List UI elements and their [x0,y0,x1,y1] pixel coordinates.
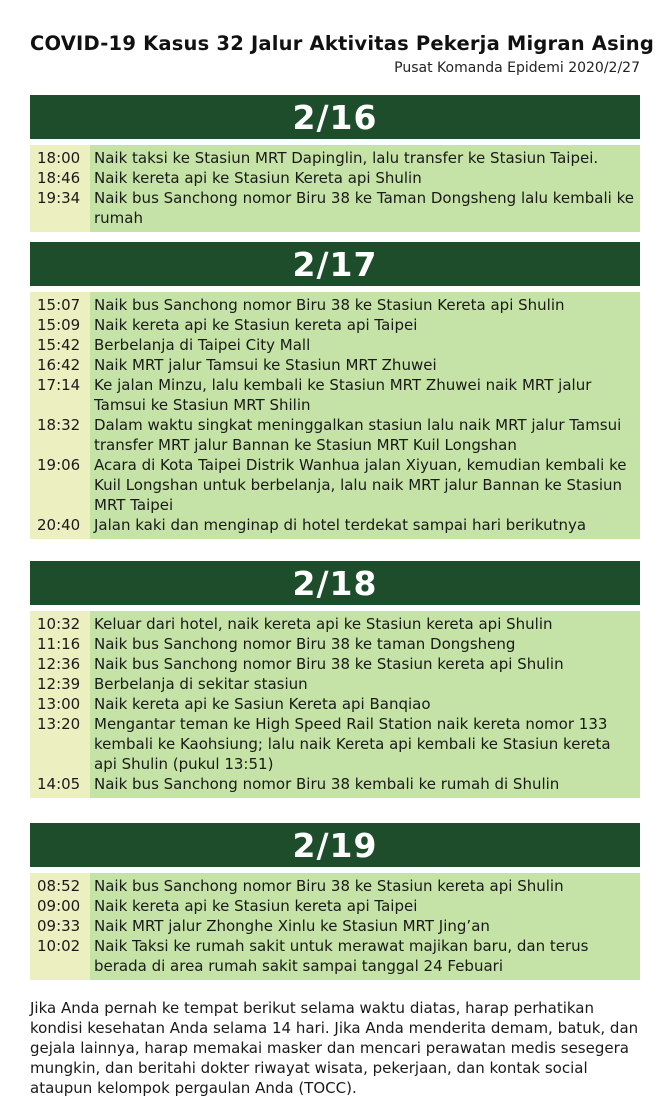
event-time: 19:34 [37,189,81,207]
day-header: 2/19 [30,823,640,867]
event-row [37,148,640,168]
event-text: Naik bus Sanchong nomor Biru 38 ke taman Dongsheng [94,635,516,653]
event-text: Naik MRT jalur Zhonghe Xinlu ke Stasiun MRT Jing’an [94,917,490,935]
event-text: Naik kereta api ke Sasiun Kereta api Banqiao [94,695,431,713]
event-time: 12:36 [37,655,81,673]
event-time: 17:14 [37,376,81,394]
event-time: 20:40 [37,516,81,534]
event-text: Keluar dari hotel, naik kereta api ke Stasiun kereta api Shulin [94,615,553,633]
event-text: Naik bus Sanchong nomor Biru 38 ke Stasiun kereta api Shulin [94,877,564,895]
event-row [37,355,640,375]
event-row [37,455,640,515]
event-text: Naik bus Sanchong nomor Biru 38 ke Stasiun Kereta api Shulin [94,296,565,314]
event-time: 19:06 [37,456,81,474]
day-header: 2/16 [30,95,640,139]
event-row [37,335,640,355]
event-row [37,654,640,674]
day-section-2-16 [30,95,640,232]
event-list [30,611,640,798]
event-text: Acara di Kota Taipei Distrik Wanhua jalan Xiyuan, kemudian kembali ke Kuil Longshan untuk berbelanja, lalu naik MRT jalur Bannan ke Stasiun MRT Taipei [94,456,627,514]
event-time: 15:09 [37,316,81,334]
event-time: 18:32 [37,416,81,434]
event-row [37,168,640,188]
event-time: 15:07 [37,296,81,314]
event-text: Mengantar teman ke High Speed Rail Station naik kereta nomor 133 kembali ke Kaohsiung; lalu naik Kereta api kembali ke Stasiun kereta api Shulin (pukul 13:51) [94,715,611,773]
event-text: Ke jalan Minzu, lalu kembali ke Stasiun MRT Zhuwei naik MRT jalur Tamsui ke Stasiun MRT Shilin [94,376,592,414]
event-text: Naik bus Sanchong nomor Biru 38 kembali ke rumah di Shulin [94,775,560,793]
event-row [37,876,640,896]
event-row [37,896,640,916]
event-row [37,515,640,535]
event-text: Berbelanja di Taipei City Mall [94,336,311,354]
event-time: 10:02 [37,937,81,955]
event-row [37,315,640,335]
event-time: 11:16 [37,635,81,653]
event-text: Naik kereta api ke Stasiun Kereta api Shulin [94,169,422,187]
day-section-2-18 [30,561,640,798]
event-row [37,936,640,976]
event-row [37,774,640,794]
event-row [37,714,640,774]
event-time: 13:20 [37,715,81,733]
event-list [30,873,640,980]
day-section-2-19 [30,823,640,980]
event-text: Berbelanja di sekitar stasiun [94,675,308,693]
event-time: 15:42 [37,336,81,354]
event-time: 14:05 [37,775,81,793]
event-row [37,295,640,315]
event-text: Dalam waktu singkat meninggalkan stasiun lalu naik MRT jalur Tamsui transfer MRT jalur Bannan ke Stasiun MRT Kuil Longshan [94,416,622,454]
day-header: 2/17 [30,242,640,286]
event-text: Naik MRT jalur Tamsui ke Stasiun MRT Zhuwei [94,356,437,374]
event-row [37,415,640,455]
advisory-note: Jika Anda pernah ke tempat berikut selama waktu diatas, harap perhatikan kondisi kesehatan Anda selama 14 hari. Jika Anda menderita demam, batuk, dan gejala lainnya, harap memakai masker dan mencari perawatan medis sesegera mungkin, dan beritahi dokter riwayat wisata, pekerjaan, dan kontak social ataupun kelompok pergaulan Anda (TOCC). [30,999,639,1097]
event-text: Naik Taksi ke rumah sakit untuk merawat majikan baru, dan terus berada di area rumah sakit sampai tanggal 24 Febuari [94,937,589,975]
event-row [37,614,640,634]
event-time: 12:39 [37,675,81,693]
event-list [30,145,640,232]
day-header: 2/18 [30,561,640,605]
event-text: Naik bus Sanchong nomor Biru 38 ke Stasiun kereta api Shulin [94,655,564,673]
event-row [37,674,640,694]
event-time: 18:46 [37,169,81,187]
day-section-2-17 [30,242,640,539]
event-time: 18:00 [37,149,81,167]
event-row [37,188,640,228]
event-time: 16:42 [37,356,81,374]
event-text: Naik kereta api ke Stasiun kereta api Taipei [94,897,418,915]
event-time: 13:00 [37,695,81,713]
event-text: Naik taksi ke Stasiun MRT Dapinglin, lalu transfer ke Stasiun Taipei. [94,149,599,167]
event-text: Naik bus Sanchong nomor Biru 38 ke Taman Dongsheng lalu kembali ke rumah [94,189,634,227]
event-row [37,634,640,654]
event-row [37,694,640,714]
event-row [37,375,640,415]
event-row [37,916,640,936]
event-time: 09:00 [37,897,81,915]
page-title: COVID-19 Kasus 32 Jalur Aktivitas Pekerja Migran Asing [30,32,655,55]
event-list [30,292,640,539]
event-time: 08:52 [37,877,81,895]
event-time: 09:33 [37,917,81,935]
source-caption: Pusat Komanda Epidemi 2020/2/27 [394,60,640,76]
event-text: Jalan kaki dan menginap di hotel terdekat sampai hari berikutnya [94,516,587,534]
event-text: Naik kereta api ke Stasiun kereta api Taipei [94,316,418,334]
event-time: 10:32 [37,615,81,633]
